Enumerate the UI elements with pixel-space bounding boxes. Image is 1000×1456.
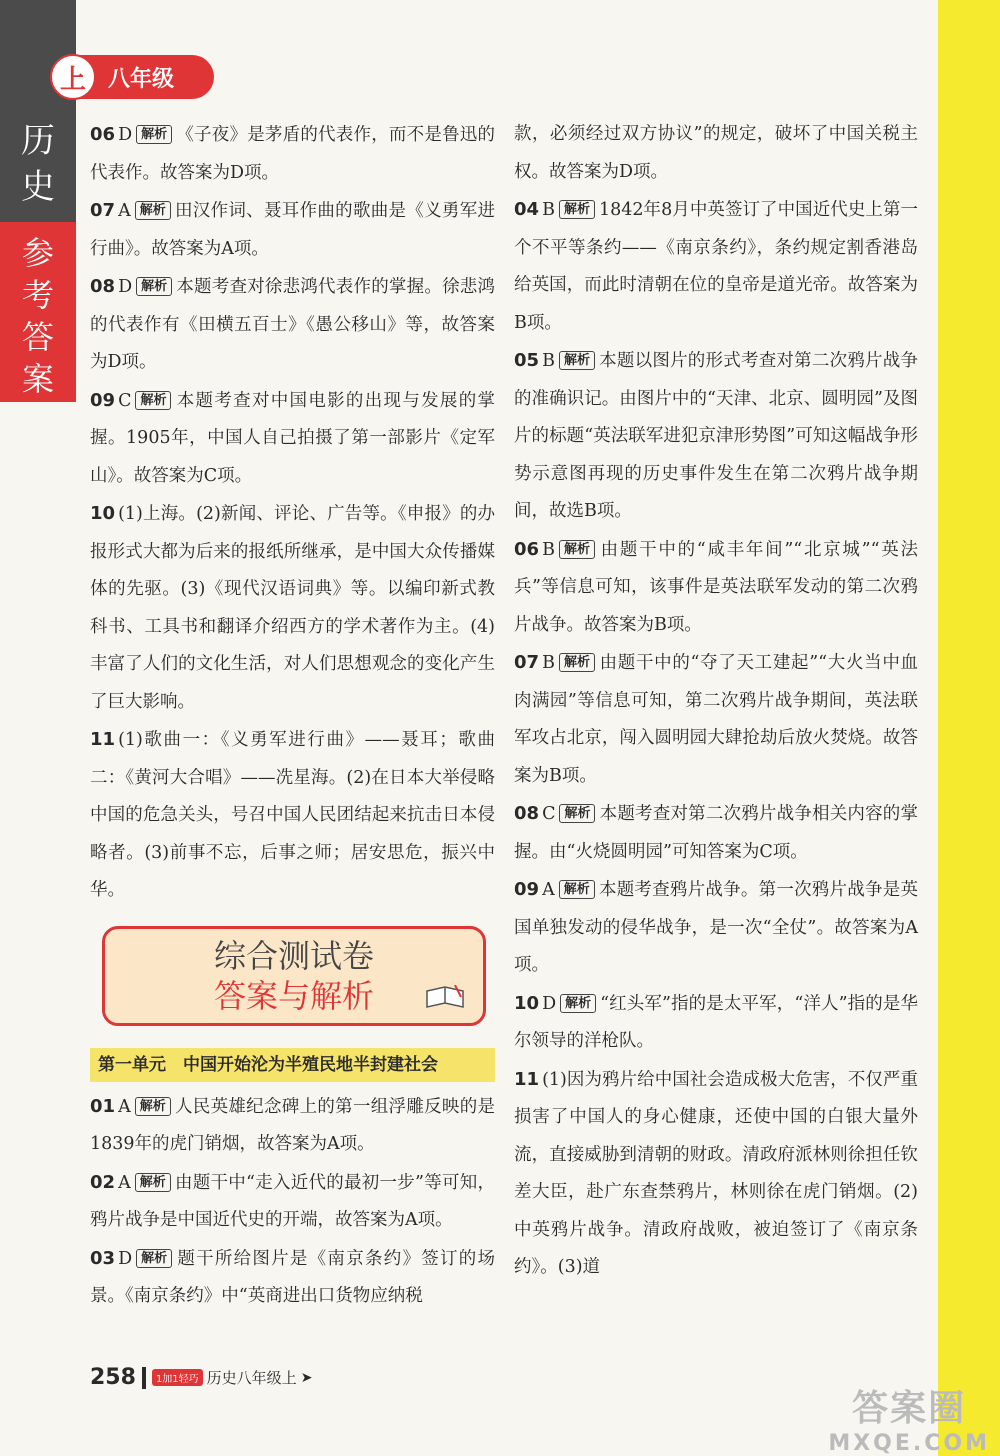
analysis-tag: 解析 <box>135 1097 171 1116</box>
question-number: 09 <box>514 879 540 900</box>
page-footer <box>90 1365 312 1390</box>
grade-badge <box>52 55 214 99</box>
left-column <box>90 116 495 1316</box>
answer-letter: D <box>542 993 557 1014</box>
section-label: 参 考 答 案 <box>21 234 54 398</box>
answer-item <box>90 1088 495 1164</box>
yellow-margin-band <box>938 0 1000 1456</box>
answer-text: 田汉作词、聂耳作曲的歌曲是《义勇军进行曲》。故答案为A项。 <box>90 201 495 259</box>
analysis-tag: 解析 <box>559 351 595 370</box>
grade-label: 八年级 <box>108 66 175 92</box>
question-number: 05 <box>514 350 540 371</box>
page-number: 258 <box>90 1365 136 1390</box>
answer-item <box>90 721 495 910</box>
question-number: 02 <box>90 1171 116 1193</box>
answer-text: 本题考查对第二次鸦片战争相关内容的掌握。由“火烧圆明园”可知答案为C项。 <box>514 804 918 862</box>
answer-text: “红头军”指的是太平军，“洋人”指的是华尔领导的洋枪队。 <box>514 993 918 1051</box>
question-number: 07 <box>514 652 540 673</box>
answer-text: 本题考查鸦片战争。第一次鸦片战争是英国单独发动的侵华战争，是一次“全仗”。故答案为A项。 <box>514 880 918 975</box>
answer-text: 由题干中的“咸丰年间”“北京城”“英法兵”等信息可知，该事件是英法联军发动的第二次鸦片战争。故答案为B项。 <box>514 539 918 635</box>
analysis-tag: 解析 <box>559 200 595 219</box>
question-number: 06 <box>90 124 116 145</box>
answer-letter: B <box>542 200 555 220</box>
analysis-tag: 解析 <box>559 540 595 559</box>
analysis-tag: 解析 <box>135 201 171 220</box>
question-number: 03 <box>90 1247 116 1269</box>
footer-volume: 上 <box>281 1369 297 1387</box>
answer-letter: B <box>542 351 555 371</box>
answer-text: (1)因为鸦片给中国社会造成极大危害，不仅严重损害了中国人的身心健康，还使中国的白银大量外流，直接威胁到清朝的财政。清政府派林则徐担任钦差大臣，赴广东查禁鸦片，林则徐在虎门销烟。(2)中英鸦片战争。清政府战败，被迫签订了《南京条约》。(3)道 <box>514 1069 918 1277</box>
analysis-tag: 解析 <box>136 125 172 144</box>
answer-item <box>514 1061 918 1287</box>
question-number: 10 <box>90 503 116 524</box>
answer-text: 《子夜》是茅盾的代表作，而不是鲁迅的代表作。故答案为D项。 <box>90 125 495 183</box>
answer-item <box>90 1240 495 1316</box>
watermark-line2: MXQE.COM <box>828 1431 990 1456</box>
answer-item <box>90 382 495 496</box>
answer-letter: B <box>542 539 555 560</box>
answer-item <box>90 116 495 192</box>
question-number: 11 <box>514 1068 540 1090</box>
answer-item <box>514 116 918 191</box>
answer-text: 人民英雄纪念碑上的第一组浮雕反映的是1839年的虎门销烟，故答案为A项。 <box>90 1096 495 1154</box>
answer-text: 本题以图片的形式考查对第二次鸦片战争的准确识记。由图片中的“天津、北京、圆明园”及图片的标题“英法联军进犯京津形势图”可知这幅战争形势示意图再现的历史事件发生在第二次鸦片战争期间，故选B项。 <box>514 351 918 521</box>
answer-item <box>90 192 495 268</box>
answer-text: 由题干中“走入近代的最初一步”等可知，鸦片战争是中国近代史的开端，故答案为A项。 <box>90 1172 495 1230</box>
answer-item <box>514 531 918 645</box>
answer-letter: C <box>542 804 556 824</box>
arrow-right-icon: ➤ <box>300 1369 313 1386</box>
analysis-tag: 解析 <box>136 1249 172 1268</box>
answer-letter: D <box>118 125 133 145</box>
footer-divider <box>142 1367 146 1389</box>
answer-item <box>90 268 495 382</box>
right-column <box>514 116 918 1287</box>
question-number: 01 <box>90 1095 116 1117</box>
brand-badge: 1加1轻巧 <box>152 1369 203 1386</box>
answer-item <box>90 1164 495 1240</box>
answer-letter: C <box>118 390 132 411</box>
section-banner <box>102 926 486 1026</box>
subject-label: 历 史 <box>21 121 55 207</box>
answer-letter: B <box>542 653 555 673</box>
analysis-tag: 解析 <box>136 277 172 296</box>
answer-text: 题干所给图片是《南京条约》签订的场景。《南京条约》中“英商进出口货物应纳税 <box>90 1248 495 1306</box>
watermark-line1: 答案圈 <box>852 1388 967 1429</box>
question-number: 08 <box>90 276 116 297</box>
answer-letter: A <box>118 201 131 221</box>
answer-letter: A <box>118 1172 131 1193</box>
answer-text: 本题考查对徐悲鸿代表作的掌握。徐悲鸿的代表作有《田横五百士》《愚公移山》等，故答案为D项。 <box>90 277 495 372</box>
footer-title: 历史八年级 <box>206 1369 282 1387</box>
analysis-tag: 解析 <box>559 804 595 823</box>
analysis-tag: 解析 <box>559 653 595 672</box>
answer-text: 款，必须经过双方协议”的规定，破坏了中国关税主权。故答案为D项。 <box>514 124 918 182</box>
analysis-tag: 解析 <box>135 1173 171 1192</box>
question-number: 09 <box>90 389 116 411</box>
answer-text: 由题干中的“夺了天工建起”“大火当中血肉满园”等信息可知，第二次鸦片战争期间，英法联军攻占北京，闯入圆明园大肆抢劫后放火焚烧。故答案为B项。 <box>514 653 918 786</box>
answer-text: 本题考查对中国电影的出现与发展的掌握。1905年，中国人自己拍摄了第一部影片《定军山》。故答案为C项。 <box>90 390 495 486</box>
answer-item <box>514 795 918 871</box>
analysis-tag: 解析 <box>560 994 596 1013</box>
question-number: 07 <box>90 200 116 221</box>
analysis-tag: 解析 <box>135 391 171 410</box>
banner-line2: 答案与解析 <box>213 976 374 1015</box>
answer-letter: A <box>542 880 555 900</box>
answer-letter: D <box>118 1248 133 1269</box>
question-number: 06 <box>514 538 540 560</box>
volume-circle: 上 <box>50 54 96 100</box>
question-number: 04 <box>514 199 540 220</box>
question-number: 08 <box>514 803 540 824</box>
answer-item <box>90 495 495 721</box>
question-number: 11 <box>90 729 116 750</box>
answer-item <box>514 985 918 1061</box>
answer-text: 1842年8月中英签订了中国近代史上第一个不平等条约——《南京条约》，条约规定割香港岛给英国，而此时清朝在位的皇帝是道光帝。故答案为B项。 <box>514 200 918 333</box>
banner-line1: 综合测试卷 <box>213 936 374 975</box>
book-icon <box>425 985 465 1011</box>
question-number: 10 <box>514 992 540 1014</box>
answer-letter: A <box>118 1096 131 1117</box>
answer-text: (1)上海。(2)新闻、评论、广告等。《申报》的办报形式大都为后来的报纸所继承，是中国大众传播媒体的先驱。(3)《现代汉语词典》等。以编印新式教科书、工具书和翻译介绍西方的学术著作为主。(4)丰富了人们的文化生活，对人们思想观念的变化产生了巨大影响。 <box>90 504 495 712</box>
answer-item <box>514 644 918 795</box>
watermark <box>828 1380 990 1456</box>
answer-text: (1)歌曲一：《义勇军进行曲》——聂耳；歌曲二：《黄河大合唱》——冼星海。(2)在日本大举侵略中国的危急关头，号召中国人民团结起来抗击日本侵略者。(3)前事不忘，后事之师；居安思危，振兴中华。 <box>90 730 495 900</box>
answer-item <box>514 871 918 985</box>
unit-title: 第一单元 中国开始沦为半殖民地半封建社会 <box>90 1048 495 1082</box>
answer-item <box>514 191 918 342</box>
answer-letter: D <box>118 277 133 297</box>
answer-item <box>514 342 918 531</box>
analysis-tag: 解析 <box>559 880 595 899</box>
